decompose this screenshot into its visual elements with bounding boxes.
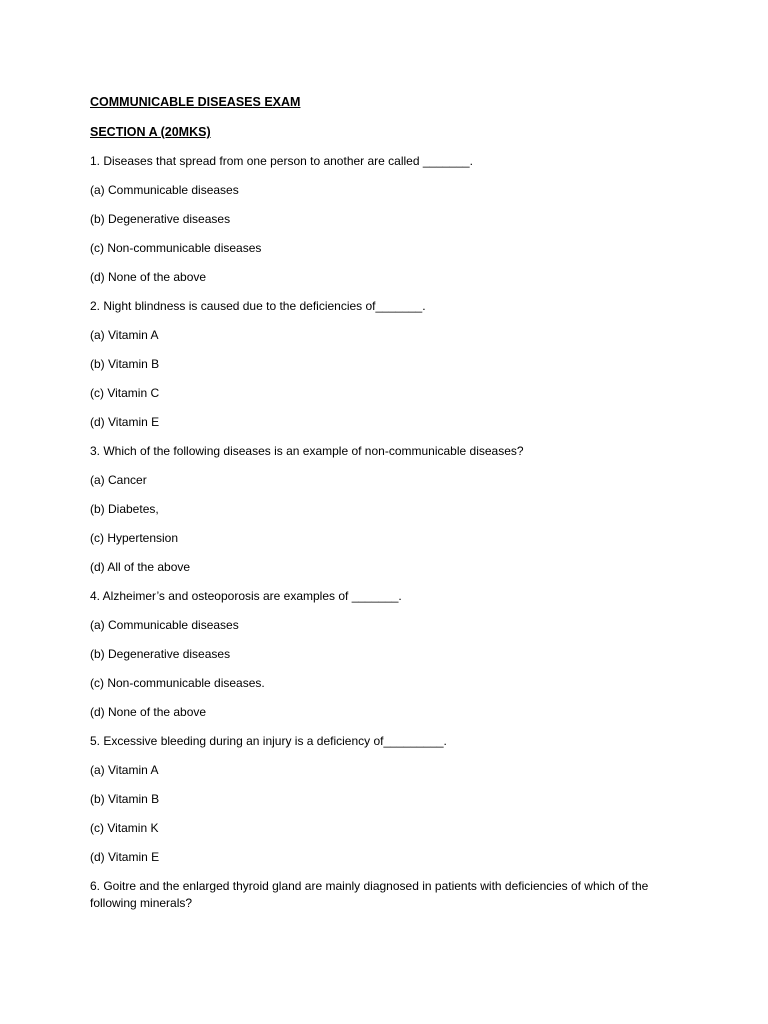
question-4-option-c: (c) Non-communicable diseases. [90, 676, 265, 690]
question-4: 4. Alzheimer’s and osteoporosis are examples of _______. [90, 589, 402, 603]
question-1-option-b: (b) Degenerative diseases [90, 212, 231, 226]
exam-body [90, 94, 690, 912]
question-1-option-d: (d) None of the above [90, 270, 207, 284]
question-3-option-a: (a) Cancer [90, 473, 147, 487]
question-5-option-a: (a) Vitamin A [90, 763, 159, 777]
question-4-option-a: (a) Communicable diseases [90, 618, 239, 632]
exam-title: COMMUNICABLE DISEASES EXAM [90, 95, 301, 109]
section-heading: SECTION A (20MKS) [90, 125, 211, 139]
question-2-option-a: (a) Vitamin A [90, 328, 159, 342]
question-2: 2. Night blindness is caused due to the deficiencies of_______. [90, 299, 426, 313]
question-5: 5. Excessive bleeding during an injury is a deficiency of_________. [90, 734, 447, 748]
question-1: 1. Diseases that spread from one person to another are called _______. [90, 154, 473, 168]
question-2-option-d: (d) Vitamin E [90, 415, 160, 429]
question-4-option-d: (d) None of the above [90, 705, 207, 719]
question-6: 6. Goitre and the enlarged thyroid gland are mainly diagnosed in patients with deficiencies of which of the following minerals? [90, 879, 649, 910]
question-1-option-a: (a) Communicable diseases [90, 183, 239, 197]
question-2-option-b: (b) Vitamin B [90, 357, 160, 371]
question-5-option-b: (b) Vitamin B [90, 792, 160, 806]
question-3-option-c: (c) Hypertension [90, 531, 179, 545]
question-5-option-c: (c) Vitamin K [90, 821, 159, 835]
question-1-option-c: (c) Non-communicable diseases [90, 241, 262, 255]
question-5-option-d: (d) Vitamin E [90, 850, 160, 864]
question-2-option-c: (c) Vitamin C [90, 386, 160, 400]
question-4-option-b: (b) Degenerative diseases [90, 647, 231, 661]
question-3-option-b: (b) Diabetes, [90, 502, 159, 516]
question-3-option-d: (d) All of the above [90, 560, 191, 574]
question-3: 3. Which of the following diseases is an example of non-communicable diseases? [90, 444, 524, 458]
